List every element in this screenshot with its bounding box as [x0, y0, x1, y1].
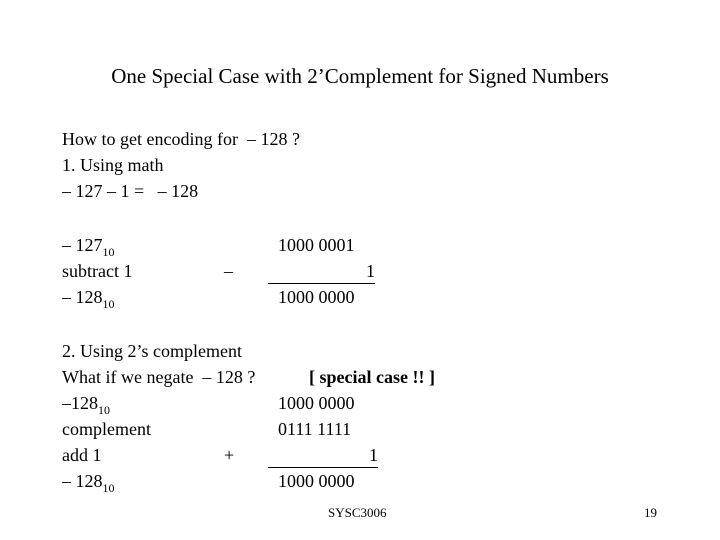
- math-row3-label: – $128_{10}$: [62, 287, 115, 311]
- special-case-note: [ special case !! ]: [309, 367, 435, 387]
- comp-row4-value: 1000 0000: [278, 471, 355, 491]
- comp-row4-label: – $128_{10}$: [62, 471, 115, 495]
- comp-row2-value: 0111 1111: [278, 419, 352, 439]
- comp-heading: 2. Using 2’s complement: [62, 341, 242, 361]
- page-number: 19: [644, 505, 657, 520]
- math-row3-value: 1000 0000: [278, 287, 355, 307]
- math-row2-operator: –: [224, 261, 233, 281]
- comp-row2-label: complement: [62, 419, 151, 439]
- intro-line-1: How to get encoding for – 128 ?: [62, 129, 300, 149]
- math-row1-label: – $127_{10}$: [62, 235, 115, 259]
- math-row2-label: subtract 1: [62, 261, 133, 281]
- comp-row1-label: $-128_{10}$: [62, 393, 110, 417]
- footer-course: SYSC3006: [328, 505, 387, 520]
- slide-title: One Special Case with 2’Complement for Signed Numbers: [111, 64, 609, 88]
- intro-line-3: – 127 – 1 = – 128: [62, 181, 199, 201]
- comp-row1-value: 1000 0000: [278, 393, 355, 413]
- comp-row3-label: add 1: [62, 445, 102, 465]
- math-row1-value: 1000 0001: [278, 235, 355, 255]
- comp-row3-value: 1: [268, 446, 378, 468]
- math-row2-value: 1: [268, 262, 375, 284]
- comp-row3-operator: +: [224, 445, 235, 465]
- comp-question: What if we negate – 128 ?: [62, 367, 256, 387]
- intro-line-2: 1. Using math: [62, 155, 164, 175]
